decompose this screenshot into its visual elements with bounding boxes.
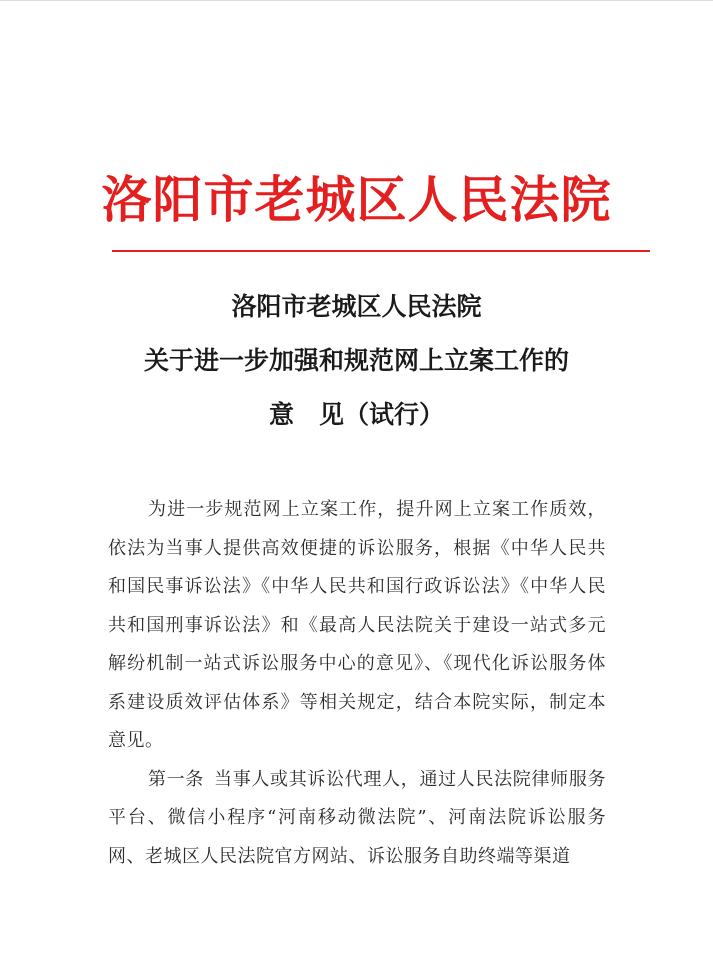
title-line-2: 关于进一步加强和规范网上立案工作的 (143, 346, 569, 375)
title-line-1: 洛阳市老城区人民法院 (231, 292, 482, 321)
document-title (0, 292, 713, 454)
masthead-divider (112, 250, 650, 252)
document-body (108, 491, 606, 876)
article-1-number: 第一条 (148, 768, 205, 790)
title-line-3: 意 见（试行） (268, 400, 444, 429)
preamble-paragraph: 为进一步规范网上立案工作，提升网上立案工作质效，依法为当事人提供高效便捷的诉讼服务，根据《中华人民共和国民事诉讼法》《中华人民共和国行政诉讼法》《中华人民共和国刑事诉讼法》和《最高人民法院关于建设一站式多元解纷机制一站式诉讼服务中心的意见》、《现代化诉讼服务体系建设质效评估体系》等相关规定，结合本院实际，制定本意见。 (108, 499, 606, 751)
page-top-border (0, 0, 713, 1)
article-1-text: 当事人或其诉讼代理人，通过人民法院律师服务平台、微信小程序“河南移动微法院”、河南法院诉讼服务网、老城区人民法院官方网站、诉讼服务自助终端等渠道 (108, 768, 607, 867)
article-1-paragraph (108, 761, 606, 877)
court-masthead: 洛阳市老城区人民法院 (101, 170, 612, 229)
